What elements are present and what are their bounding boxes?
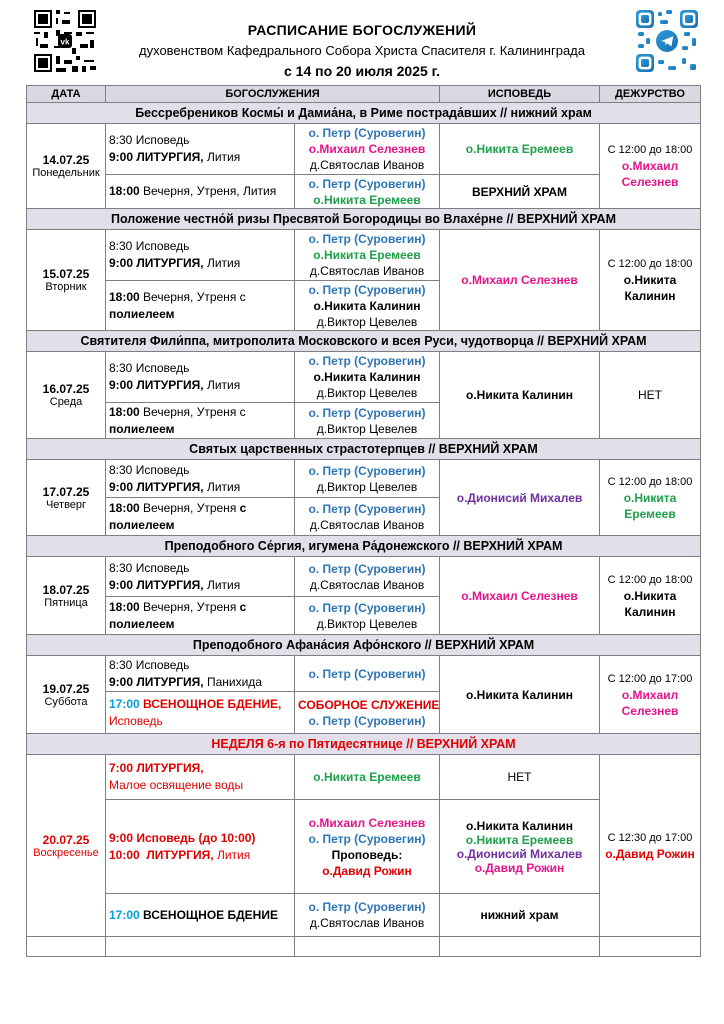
duty-cell: С 12:00 до 18:00 о.Никита Еремеев (600, 460, 701, 536)
sunday-evening-service: 17:00 ВСЕНОЩНОЕ БДЕНИЕ (106, 894, 295, 937)
date-cell (27, 352, 106, 439)
evening-clergy: о. Петр (Суровегин) д.Виктор Цевелев (295, 403, 440, 439)
date: 15.07.25 (42, 267, 90, 281)
weekday: Воскресенье (33, 846, 99, 859)
table-header-row (27, 86, 701, 103)
morning-confession: о.Никита Еремеев (440, 124, 600, 175)
svg-text:vk: vk (60, 37, 70, 47)
column-header-date: ДАТА (27, 86, 106, 103)
morning-service: 8:30 Исповедь 9:00 ЛИТУРГИЯ, Лития (106, 124, 295, 175)
morning-clergy: о. Петр (Суровегин) о.Никита Калинин д.Виктор Цевелев (295, 352, 440, 403)
service-row (27, 557, 701, 597)
sunday-evening-clergy: о. Петр (Суровегин) д.Святослав Иванов (295, 894, 440, 937)
evening-clergy: о. Петр (Суровегин) о.Никита Еремеев (295, 175, 440, 209)
feast-title: Святых царственных страстотерпцев // ВЕРХНИЙ ХРАМ (27, 439, 701, 460)
feast-row (27, 635, 701, 656)
morning-clergy: о. Петр (Суровегин) д.Святослав Иванов (295, 557, 440, 597)
date: 18.07.25 (42, 582, 90, 597)
service-row (27, 124, 701, 175)
morning-clergy: о. Петр (Суровегин) д.Виктор Цевелев (295, 460, 440, 498)
feast-row (27, 439, 701, 460)
duty-cell: С 12:00 до 18:00 о.Никита Калинин (600, 230, 701, 331)
morning-service: 8:30 Исповедь 9:00 ЛИТУРГИЯ, Лития (106, 557, 295, 597)
date: 17.07.25 (42, 484, 90, 499)
service-row (27, 800, 701, 894)
service-row (27, 460, 701, 498)
weekday: Среда (49, 396, 83, 408)
duty-cell: С 12:30 до 17:00 о.Давид Рожин (600, 755, 701, 937)
duty-priest: о.Никита Калинин (623, 588, 677, 619)
duty-cell: НЕТ (600, 352, 701, 439)
evening-service: 18:00 Вечерня, Утреня с полиелеем (106, 498, 295, 536)
morning-service: 8:30 Исповедь 9:00 ЛИТУРГИЯ, Панихида (106, 656, 295, 692)
telegram-qr-code (634, 8, 700, 74)
duty-priest: о.Михаил Селезнев (621, 687, 679, 718)
weekday: Четверг (45, 498, 87, 511)
morning-service: 8:30 Исповедь 9:00 ЛИТУРГИЯ, Лития (106, 352, 295, 403)
date-cell (27, 755, 106, 937)
morning-service: 8:30 Исповедь 9:00 ЛИТУРГИЯ, Лития (106, 460, 295, 498)
evening-service: 18:00 Вечерня, Утреня с полиелеем (106, 281, 295, 331)
sunday-evening-confession: нижний храм (440, 894, 600, 937)
feast-row (27, 734, 701, 755)
service-row (27, 230, 701, 281)
feast-row (27, 209, 701, 230)
column-header-services: БОГОСЛУЖЕНИЯ (106, 86, 440, 103)
evening-clergy: СОБОРНОЕ СЛУЖЕНИЕ о. Петр (Суровегин) (295, 692, 440, 734)
duty-priest: о.Михаил Селезнев (621, 159, 679, 189)
confession-cell: о.Никита Калинин (440, 656, 600, 734)
confession-cell: о.Михаил Селезнев (440, 557, 600, 635)
column-header-duty: ДЕЖУРСТВО (600, 86, 701, 103)
early-liturgy: 7:00 ЛИТУРГИЯ, Малое освящение воды (106, 755, 295, 800)
feast-title: Положение честно́й ризы Пресвятой Богородицы во Влахе́рне // ВЕРХНИЙ ХРАМ (27, 209, 701, 230)
column-header-confession: ИСПОВЕДЬ (440, 86, 600, 103)
evening-service: 17:00 ВСЕНОЩНОЕ БДЕНИЕ, Исповедь (106, 692, 295, 734)
evening-service: 18:00 Вечерня, Утреня, Лития (106, 175, 295, 209)
weekday: Вторник (45, 281, 87, 293)
weekday: Понедельник (32, 167, 100, 179)
service-row (27, 175, 701, 209)
duty-cell: С 12:00 до 18:00 о.Михаил Селезнев (600, 124, 701, 209)
morning-service: 8:30 Исповедь 9:00 ЛИТУРГИЯ, Лития (106, 230, 295, 281)
date-cell (27, 230, 106, 331)
confession-cell: о.Михаил Селезнев (440, 230, 600, 331)
morning-clergy: о. Петр (Суровегин) о.Никита Еремеев д.Святослав Иванов (295, 230, 440, 281)
weekday: Суббота (44, 695, 88, 708)
date-cell (27, 557, 106, 635)
late-liturgy-confession: о.Никита Калинин о.Никита Еремеев о.Дионисий Михалев о.Давид Рожин (440, 800, 600, 894)
duty-priest: о.Никита Еремеев (623, 490, 677, 521)
duty-priest: о.Никита Калинин (623, 273, 677, 303)
date-cell (27, 460, 106, 536)
confession-cell: о.Дионисий Михалев (440, 460, 600, 536)
schedule-period: с 14 по 20 июля 2025 г. (283, 63, 441, 79)
duty-priest: о.Давид Рожин (605, 846, 695, 861)
evening-clergy: о. Петр (Суровегин) д.Святослав Иванов (295, 498, 440, 536)
schedule-subtitle: духовенством Кафедрального Собора Христа Спасителя г. Калининграда (139, 43, 585, 58)
date: 19.07.25 (42, 681, 90, 696)
schedule-title: РАСПИСАНИЕ БОГОСЛУЖЕНИЙ (247, 22, 477, 38)
service-row (27, 352, 701, 403)
feast-row (27, 103, 701, 124)
feast-row (27, 536, 701, 557)
late-liturgy: 9:00 Исповедь (до 10:00) 10:00 ЛИТУРГИЯ, Лития (106, 800, 295, 894)
evening-clergy: о. Петр (Суровегин) о.Никита Калинин д.Виктор Цевелев (295, 281, 440, 331)
feast-title: Преподобного Се́ргия, игумена Ра́донежского // ВЕРХНИЙ ХРАМ (27, 536, 701, 557)
feast-title: Бессребреников Космы́ и Дамиа́на, в Риме пострада́вших // нижний храм (27, 103, 701, 124)
date: 16.07.25 (42, 382, 90, 396)
empty-row (27, 937, 701, 957)
service-row (27, 656, 701, 692)
evening-clergy: о. Петр (Суровегин) д.Виктор Цевелев (295, 597, 440, 635)
date-cell (27, 656, 106, 734)
service-row (27, 894, 701, 937)
early-liturgy-clergy: о.Никита Еремеев (295, 755, 440, 800)
morning-clergy: о. Петр (Суровегин) о.Михаил Селезнев д.Святослав Иванов (295, 124, 440, 175)
date: 14.07.25 (42, 153, 90, 167)
confession-cell: о.Никита Калинин (440, 352, 600, 439)
duty-cell: С 12:00 до 17:00 о.Михаил Селезнев (600, 656, 701, 734)
feast-row (27, 331, 701, 352)
duty-cell: С 12:00 до 18:00 о.Никита Калинин (600, 557, 701, 635)
feast-title: НЕДЕЛЯ 6-я по Пятидесятнице // ВЕРХНИЙ ХРАМ (27, 734, 701, 755)
early-liturgy-confession: НЕТ (440, 755, 600, 800)
morning-clergy: о. Петр (Суровегин) (295, 656, 440, 692)
vk-qr-code (32, 8, 98, 74)
schedule-table (26, 85, 701, 957)
evening-service: 18:00 Вечерня, Утреня с полиелеем (106, 403, 295, 439)
service-row (27, 755, 701, 800)
evening-service: 18:00 Вечерня, Утреня с полиелеем (106, 597, 295, 635)
late-liturgy-clergy: о.Михаил Селезнев о. Петр (Суровегин) Проповедь: о.Давид Рожин (295, 800, 440, 894)
evening-confession: ВЕРХНИЙ ХРАМ (440, 175, 600, 209)
weekday: Пятница (44, 596, 88, 609)
feast-title: Преподобного Афана́сия Афо́нского // ВЕРХНИЙ ХРАМ (27, 635, 701, 656)
date-cell (27, 124, 106, 209)
feast-title: Святителя Фили́ппа, митрополита Московского и всея Руси, чудотворца // ВЕРХНИЙ ХРАМ (27, 331, 701, 352)
date: 20.07.25 (42, 832, 90, 847)
